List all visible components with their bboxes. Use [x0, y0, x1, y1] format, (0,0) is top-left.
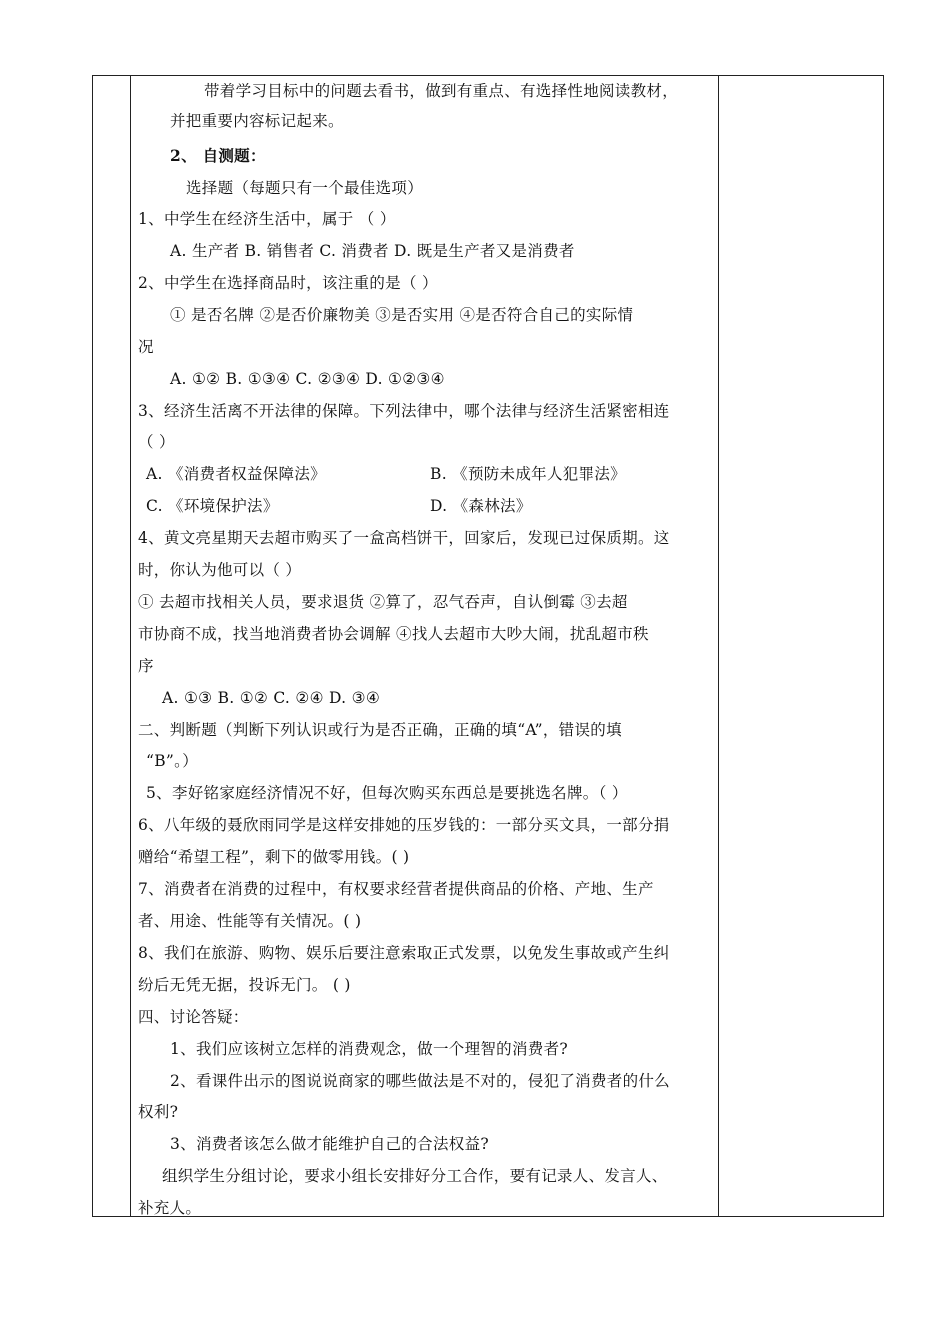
question-7: 7、消费者在消费的过程中，有权要求经营者提供商品的价格、产地、生产: [138, 880, 654, 898]
question-6: 6、八年级的聂欣雨同学是这样安排她的压岁钱的：一部分买文具，一部分捐: [138, 816, 670, 834]
question-4-statements-cont: 市协商不成，找当地消费者协会调解 ④找人去超市大吵大闹，扰乱超市秩: [138, 625, 649, 643]
section-heading-self-test: 2、 自测题：: [170, 146, 266, 165]
question-2-statements-cont: 况: [138, 338, 154, 356]
discussion-question-2-cont: 权利?: [138, 1103, 179, 1121]
true-false-section-heading: 二、判断题（判断下列认识或行为是否正确，正确的填“A”，错误的填: [138, 721, 622, 739]
column-divider-2: [718, 76, 719, 1216]
question-7-cont: 者、用途、性能等有关情况。( ): [138, 912, 362, 930]
reading-instruction-line-2: 并把重要内容标记起来。: [170, 112, 344, 130]
question-4: 4、黄文亮星期天去超市购买了一盒高档饼干，回家后，发现已过保质期。这: [138, 529, 670, 547]
question-2-options: A. ①② B. ①③④ C. ②③④ D. ①②③④: [170, 370, 445, 388]
discussion-question-3: 3、消费者该怎么做才能维护自己的合法权益?: [170, 1135, 489, 1153]
choice-section-heading: 选择题（每题只有一个最佳选项）: [186, 179, 424, 197]
question-3: 3、经济生活离不开法律的保障。下列法律中，哪个法律与经济生活紧密相连: [138, 402, 670, 420]
question-3-option-c: C. 《环境保护法》: [146, 497, 279, 515]
question-3-option-a: A. 《消费者权益保障法》: [146, 465, 326, 483]
question-8-cont: 纷后无凭无据，投诉无门。 ( ): [138, 976, 351, 994]
question-3-option-d: D. 《森林法》: [430, 497, 532, 515]
question-3-option-b: B. 《预防未成年人犯罪法》: [430, 465, 626, 483]
reading-instruction-line-1: 带着学习目标中的问题去看书，做到有重点、有选择性地阅读教材，: [204, 82, 679, 100]
question-8: 8、我们在旅游、购物、娱乐后要注意索取正式发票，以免发生事故或产生纠: [138, 944, 670, 962]
question-5: 5、李好铭家庭经济情况不好，但每次购买东西总是要挑选名牌。（ ）: [146, 784, 628, 802]
question-2: 2、中学生在选择商品时，该注重的是（ ）: [138, 274, 438, 292]
question-1: 1、中学生在经济生活中，属于 （ ）: [138, 210, 396, 228]
question-4-cont: 时，你认为他可以（ ）: [138, 561, 302, 579]
question-4-statements: ① 去超市找相关人员，要求退货 ②算了，忍气吞声，自认倒霉 ③去超: [138, 593, 628, 611]
question-2-statements: ① 是否名牌 ②是否价廉物美 ③是否实用 ④是否符合自己的实际情: [170, 306, 634, 324]
question-3-cont: （ ）: [138, 433, 175, 451]
question-4-statements-end: 序: [138, 657, 154, 675]
question-4-options: A. ①③ B. ①② C. ②④ D. ③④: [162, 689, 381, 707]
question-6-cont: 赠给“希望工程”，剩下的做零用钱。( ): [138, 848, 410, 866]
discussion-question-2: 2、看课件出示的图说说商家的哪些做法是不对的，侵犯了消费者的什么: [170, 1072, 670, 1090]
group-discussion-instruction: 组织学生分组讨论，要求小组长安排好分工合作，要有记录人、发言人、: [162, 1167, 668, 1185]
discussion-section-heading: 四、讨论答疑：: [138, 1008, 249, 1026]
question-1-options: A. 生产者 B. 销售者 C. 消费者 D. 既是生产者又是消费者: [170, 242, 575, 260]
discussion-question-1: 1、我们应该树立怎样的消费观念，做一个理智的消费者?: [170, 1040, 568, 1058]
column-divider-1: [130, 76, 131, 1216]
true-false-section-heading-cont: “B”。）: [146, 752, 198, 770]
group-discussion-instruction-cont: 补充人。: [138, 1199, 202, 1217]
